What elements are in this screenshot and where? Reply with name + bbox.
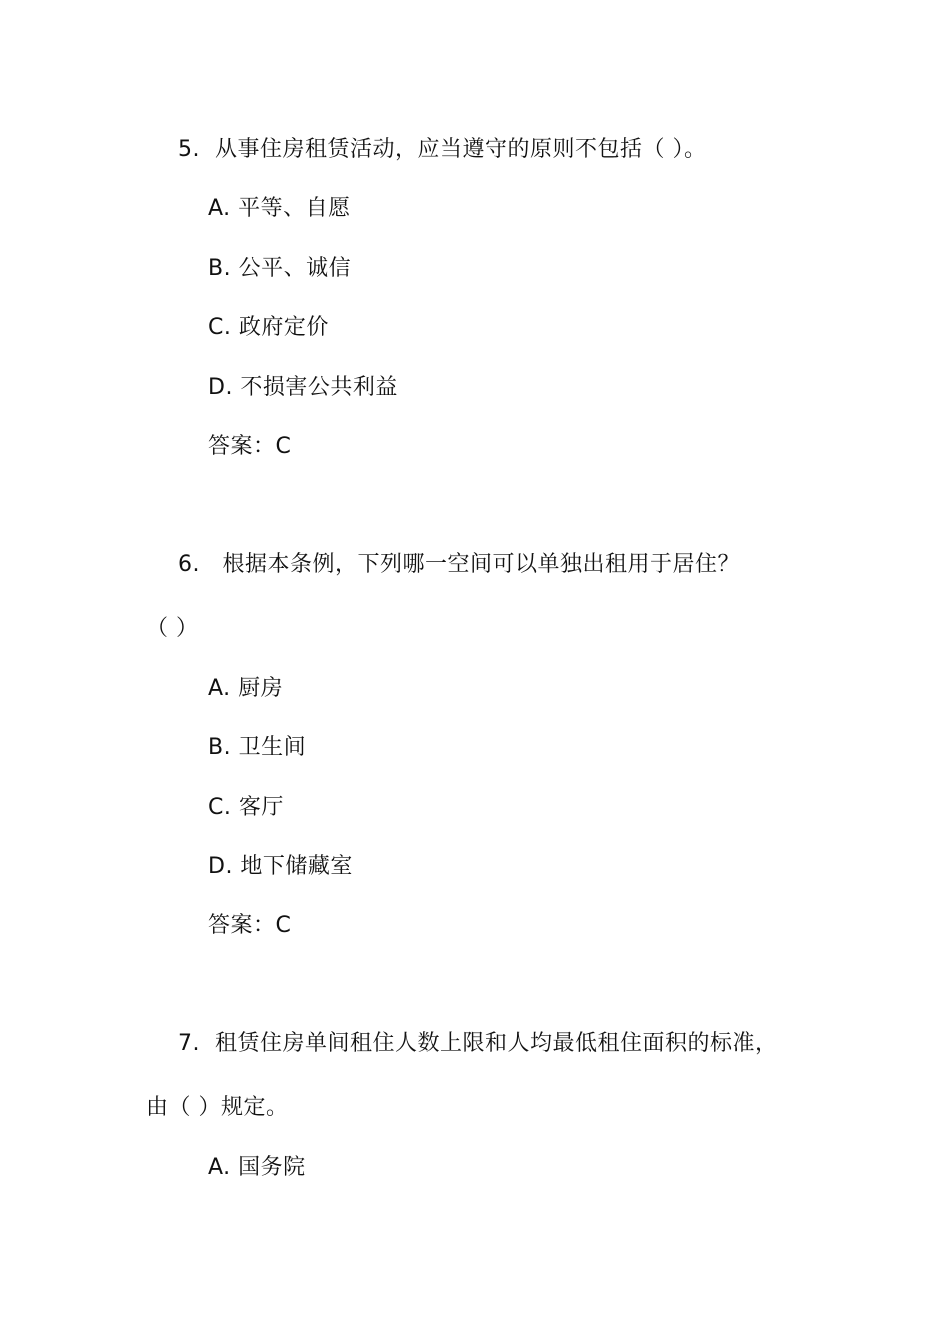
question-5-stem [178,135,707,165]
question-6-option-b: B. 卫生间 [208,735,307,760]
question-5-option-a: A. 平等、自愿 [208,196,351,221]
question-text: 租赁住房单间租住人数上限和人均最低租住面积的标准， [215,1031,778,1056]
question-6-stem-continuation: （ ） [146,616,199,641]
question-6-option-c: C. 客厅 [208,795,284,820]
question-number: 5. [178,137,200,162]
question-6-stem [178,550,740,580]
question-5-option-d: D. 不损害公共利益 [208,375,398,400]
question-5-option-b: B. 公平、诚信 [208,256,352,281]
question-7-option-a: A. 国务院 [208,1155,306,1180]
question-6-option-a: A. 厨房 [208,676,284,701]
question-text: 根据本条例，下列哪一空间可以单独出租用于居住？ [222,552,740,577]
question-number: 7. [178,1031,200,1056]
question-6-option-d: D. 地下储藏室 [208,854,353,879]
question-5-option-c: C. 政府定价 [208,315,329,340]
question-7-stem-continuation: 由（ ）规定。 [146,1095,289,1120]
question-6-answer: 答案：C [208,913,292,938]
question-text: 从事住房租赁活动，应当遵守的原则不包括（ ）。 [215,137,707,162]
question-number: 6. [178,552,200,577]
question-7-stem [178,1029,778,1059]
question-5-answer: 答案：C [208,434,292,459]
